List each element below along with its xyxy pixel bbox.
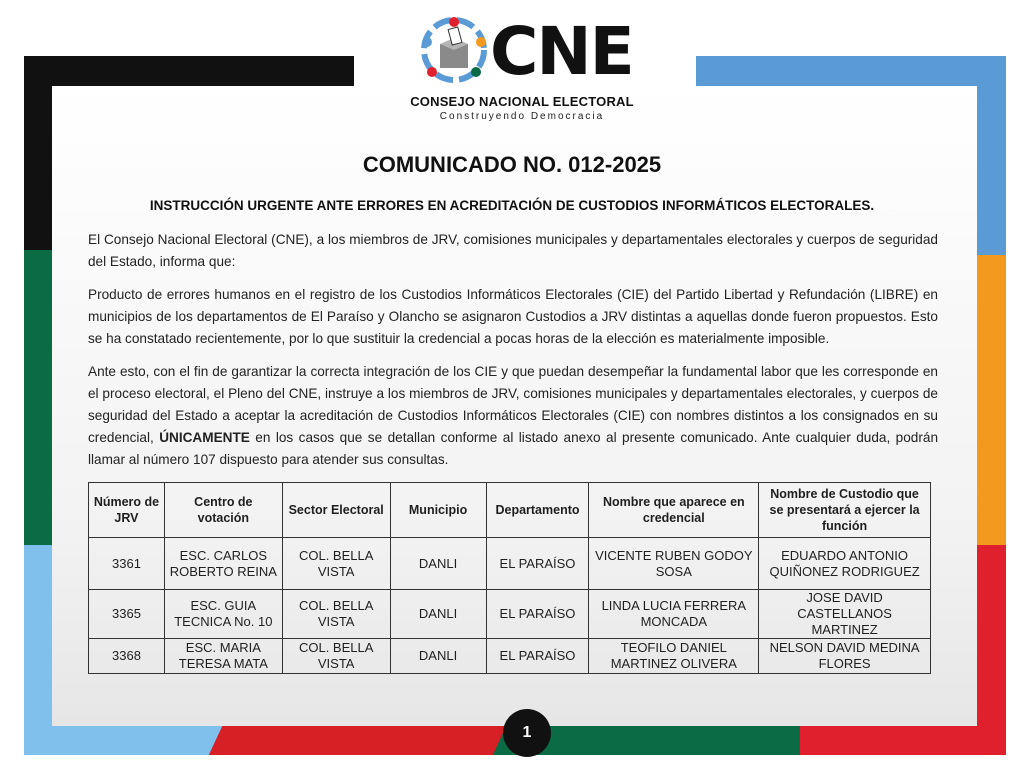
cell-credential-name: LINDA LUCIA FERRERA MONCADA (589, 590, 759, 639)
frame-band-green-left (24, 250, 54, 560)
cell-jrv-number: 3361 (89, 538, 165, 590)
organization-tagline: Construyendo Democracia (439, 111, 605, 122)
cell-department: EL PARAÍSO (486, 538, 589, 590)
header-jrv-number: Número de JRV (89, 483, 165, 538)
frame-band-orange-right (976, 255, 1006, 555)
organization-name: CONSEJO NACIONAL ELECTORAL (410, 94, 634, 109)
header-electoral-sector: Sector Electoral (282, 483, 390, 538)
page-number-badge: 1 (503, 709, 551, 757)
cell-department: EL PARAÍSO (486, 639, 589, 674)
header-custodian-name: Nombre de Custodio que se presentará a ejercer la función (759, 483, 931, 538)
table-row (89, 639, 931, 674)
custodians-table (88, 482, 931, 674)
cell-custodian-name: NELSON DAVID MEDINA FLORES (759, 639, 931, 674)
document-title: COMUNICADO NO. 012-2025 (362, 152, 662, 177)
cell-department: EL PARAÍSO (486, 590, 589, 639)
logo-wordmark: CNE (490, 13, 633, 90)
cell-custodian-name: EDUARDO ANTONIO QUIÑONEZ RODRIGUEZ (759, 538, 931, 590)
cell-electoral-sector: COL. BELLA VISTA (282, 639, 390, 674)
cell-voting-center: ESC. GUIA TECNICA No. 10 (164, 590, 282, 639)
paragraph-intro: El Consejo Nacional Electoral (CNE), a los miembros de JRV, comisiones municipales y departamentales electorales y cuerpos de seguridad del Estado, informa que: (88, 232, 938, 269)
document-subtitle: INSTRUCCIÓN URGENTE ANTE ERRORES EN ACREDITACIÓN DE CUSTODIOS INFORMÁTICOS ELECTORALES. (149, 198, 875, 213)
cell-municipality: DANLI (390, 590, 486, 639)
paragraph-instruction-text: Ante esto, con el fin de garantizar la correcta integración de los CIE y que puedan desempeñar la fundamental labor que les corresponde en el proceso electoral, el Pleno del CNE, instruye a los miembros de JRV, comisiones municipales y departamentales electorales, y cuerpos de seguridad del Estado a aceptar la acreditación de Custodios Informáticos Electorales (CIE) con nombres distintos a los consignados en su credencial, ÚNICAMENTE en los casos que se detallan conforme al listado anexo al presente comunicado. Ante cualquier duda, podrán llamar al número 107 dispuesto para atender sus consultas. (88, 364, 939, 467)
table-header-row (89, 483, 931, 538)
paragraph-errors: Producto de errores humanos en el registro de los Custodios Informáticos Electorales (CIE) del Partido Libertad y Refundación (LIBRE) en municipios de los departamentos de El Paraíso y Olancho se asignaron Custodios a JRV distintas a aquellas donde fueron propuestos. Esto se ha constatado recientemente, por lo que sustituir la credencial a pocas horas de la elección es materialmente imposible. (88, 287, 938, 346)
header-credential-name: Nombre que aparece en credencial (589, 483, 759, 538)
paragraph-instruction (88, 361, 938, 471)
table-row (89, 590, 931, 639)
ballot-box-people-icon (418, 14, 490, 86)
frame-band-bottom-red-right (800, 724, 1006, 755)
table-row (89, 538, 931, 590)
cell-jrv-number: 3368 (89, 639, 165, 674)
header-voting-center: Centro de votación (164, 483, 282, 538)
header-department: Departamento (486, 483, 589, 538)
cell-municipality: DANLI (390, 538, 486, 590)
cell-electoral-sector: COL. BELLA VISTA (282, 590, 390, 639)
cell-custodian-name: JOSE DAVID CASTELLANOS MARTINEZ (759, 590, 931, 639)
frame-band-bottom-red (209, 724, 523, 755)
cne-logo (400, 12, 650, 124)
cell-jrv-number: 3365 (89, 590, 165, 639)
cell-credential-name: TEOFILO DANIEL MARTINEZ OLIVERA (589, 639, 759, 674)
cell-voting-center: ESC. CARLOS ROBERTO REINA (164, 538, 282, 590)
cell-credential-name: VICENTE RUBEN GODOY SOSA (589, 538, 759, 590)
header-municipality: Municipio (390, 483, 486, 538)
cell-municipality: DANLI (390, 639, 486, 674)
cell-electoral-sector: COL. BELLA VISTA (282, 538, 390, 590)
frame-band-blue-top (696, 56, 1006, 86)
cell-voting-center: ESC. MARIA TERESA MATA (164, 639, 282, 674)
frame-band-black-top (24, 56, 354, 86)
